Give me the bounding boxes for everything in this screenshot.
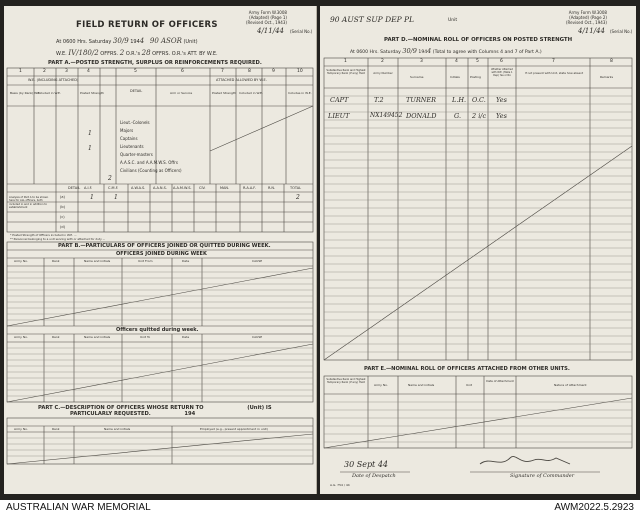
head-basis: Basis (by Rank) W.E. [10,91,41,95]
detail-header: DETAIL [68,186,81,190]
footnote-1: * Posted Strength of Officers included in W.E. ... [10,233,77,237]
right-page-ruling [320,6,636,494]
footnote-2: ** Personnel belonging to a unit serving with or attached for duty ... [10,237,106,241]
form-title: FIELD RETURN OF OFFICERS [76,20,218,30]
hw-detail-total: 2 [296,194,300,201]
commander-signature [480,456,570,464]
right-page: 90 AUST SUP DEP PL Unit Army Form W.3008 (Adapted) (Page 2) (Revised Oct., 1943) 4/11/44 (Serial No.) PART D.—NOMINAL ROLL OF OFFICERS ON POSTED STRENGTH At 0600 Hrs. Saturday 30/9 1944 (Total to agree with Columns 4 and 7 of Part A.) 1 2 3 4 5 6 7 8 Substantive Rank and Highest Temporary Rank (if any) Held Army Number Surname Initials Posting Whether Attached with W.E. (Table 1 Dep) Yes or No If not present with Unit, state how absent Remarks CAPT T.2 TURNER L.H. O.C. Yes LIEUT NX149452 DONALD G. 2 i/c Yes PART E.—NOMINAL ROLL OF OFFICERS ATTACHED FROM OTHER UNITS. Substantive Rank and Highest Temporary Rank (if any) Held Army No. Name and initials Unit Date of Attachment Nature of Attachment 30 Sept 44 Date of Despatch Signature of Commander A.G. 754 / 44 [320,6,636,494]
handwritten-unit: 90 AUST SUP DEP PL [330,15,415,24]
signature-label: Signature of Commander [510,473,575,479]
unit-label: Unit [448,18,458,23]
head-included-2: Included in W.E. [239,91,263,95]
accession-number: AWM2022.5.2923 [554,502,634,513]
part-c-line-2: PARTICULARLY REQUESTED. 194 [70,411,196,417]
hw-posted-captains: 1 [88,130,92,137]
part-c-title: PART C.—DESCRIPTION OF OFFICERS WHOSE RETURN TO (Unit) IS [38,405,272,411]
hw-posted-lieutenants: 1 [88,145,92,152]
report-time-line: At 0600 Hrs. Saturday 30/9 1944 90 ASOR (Unit) [56,37,198,45]
we-line: W.E. IV/180/2 OFFRS. 2 O.R.'s 28 OFFRS. O.R.'s ATT. BY W.E. [56,49,218,57]
we-including-attached: W.E. (INCLUDING ATTACHED) [28,78,79,82]
serial-label-right: (Serial No.) [610,29,633,34]
institution-name: AUSTRALIAN WAR MEMORIAL [6,502,151,513]
detail-note: Analysis of Part A to be shown here for ALL officers, both included in and in addition to establishment [9,196,49,210]
head-posted-2: Posted Strength [212,91,236,95]
handwritten-despatch-date: 30 Sept 44 [344,460,388,469]
print-reference: A.G. 754 / 44 [330,483,350,487]
joined-title: OFFICERS JOINED DURING WEEK [116,251,207,257]
part-a-title: PART A.—POSTED STRENGTH, SURPLUS OR REINFORCEMENTS REQUIRED. [48,60,262,66]
form-reference-right: Army Form W.3008 (Adapted) (Page 2) (Revised Oct., 1943) [566,10,607,25]
head-includes: Includes in W.E. [288,91,312,95]
handwritten-date-right: 4/11/44 [578,27,605,35]
part-b-title: PART B.—PARTICULARS OF OFFICERS JOINED OR QUITTED DURING WEEK. [58,243,271,249]
head-included: Included in W.E. [37,91,61,95]
hw-detail-aif-1: 1 [90,194,94,201]
serial-label: (Serial No.) [290,29,313,34]
hw-posted-total: 2 [108,175,112,182]
handwritten-date: 4/11/44 [257,27,284,35]
hw-detail-aif-2: 1 [114,194,118,201]
head-detail: DETAIL [130,89,143,93]
form-reference: Army Form W.3008 (Adapted) (Page 1) (Revised Oct., 1943) [246,10,287,25]
attached-allowed: ATTACHED ALLOWED BY W.E. [216,78,267,82]
head-arm: Arm or Service [170,91,193,95]
left-page: Army Form W.3008 (Adapted) (Page 1) (Revised Oct., 1943) 4/11/44 (Serial No.) FIELD RETURN OF OFFICERS At 0600 Hrs. Saturday 30/9 1944 90 ASOR (Unit) W.E. IV/180/2 OFFRS. 2 O.R.'s 28 OFFRS. O.R.'s ATT. BY W.E. PART A.—POSTED STRENGTH, SURPLUS OR REINFORCEMENTS REQUIRED. 1 2 3 4 5 6 7 8 9 10 W.E. (INCLUDING ATTACHED) ATTACHED ALLOWED BY W.E. Basis (by Rank) W.E. Included in W.E. Posted Strength DETAIL Arm or Service Posted Strength Included in W.E. Includes in W.E. Lieut.-Colonels Majors Captains Lieutenants Quarter-masters A.A.S.C. and A.A.M.W.S. Offrs Civilians (Counting as Officers) 1 1 2 DETAIL A.I.F. C.M.F. A.W.A.S. A.A.N.S. A.A.M.W.S. CIV. MAN. R.A.A.F. R.N. TOTAL (a) (b) (c) (d) Analysis of Part A to be shown here for ALL officers, both included in and in addition to establishment 1 1 2 * Posted Strength of Officers included in W.E. ... ** Personnel belonging to a unit serving with or attached for duty ... PART B.—PARTICULARS OF OFFICERS JOINED OR QUITTED DURING WEEK. OFFICERS JOINED DURING WEEK Army No. Rank Name and initials Unit From Date CAUSE Officers quitted during week. Army No. Rank Name and initials Unit To Date CAUSE PART C.—DESCRIPTION OF OFFICERS WHOSE RETURN TO (Unit) IS PARTICULARLY REQUESTED. 194 Army No. Rank Name and initials Employed (e.g., present appointment in unit) [4,6,317,494]
date-of-despatch-label: Date of Despatch [352,473,396,479]
part-d-title: PART D.—NOMINAL ROLL OF OFFICERS ON POSTED STRENGTH [384,37,573,43]
archive-footer [0,500,640,514]
quitted-title: Officers quitted during week. [116,327,199,333]
part-d-time-line: At 0600 Hrs. Saturday 30/9 1944 (Total to agree with Columns 4 and 7 of Part A.) [350,47,542,55]
part-e-title: PART E.—NOMINAL ROLL OF OFFICERS ATTACHED FROM OTHER UNITS. [364,366,570,372]
head-posted: Posted Strength [80,91,104,95]
